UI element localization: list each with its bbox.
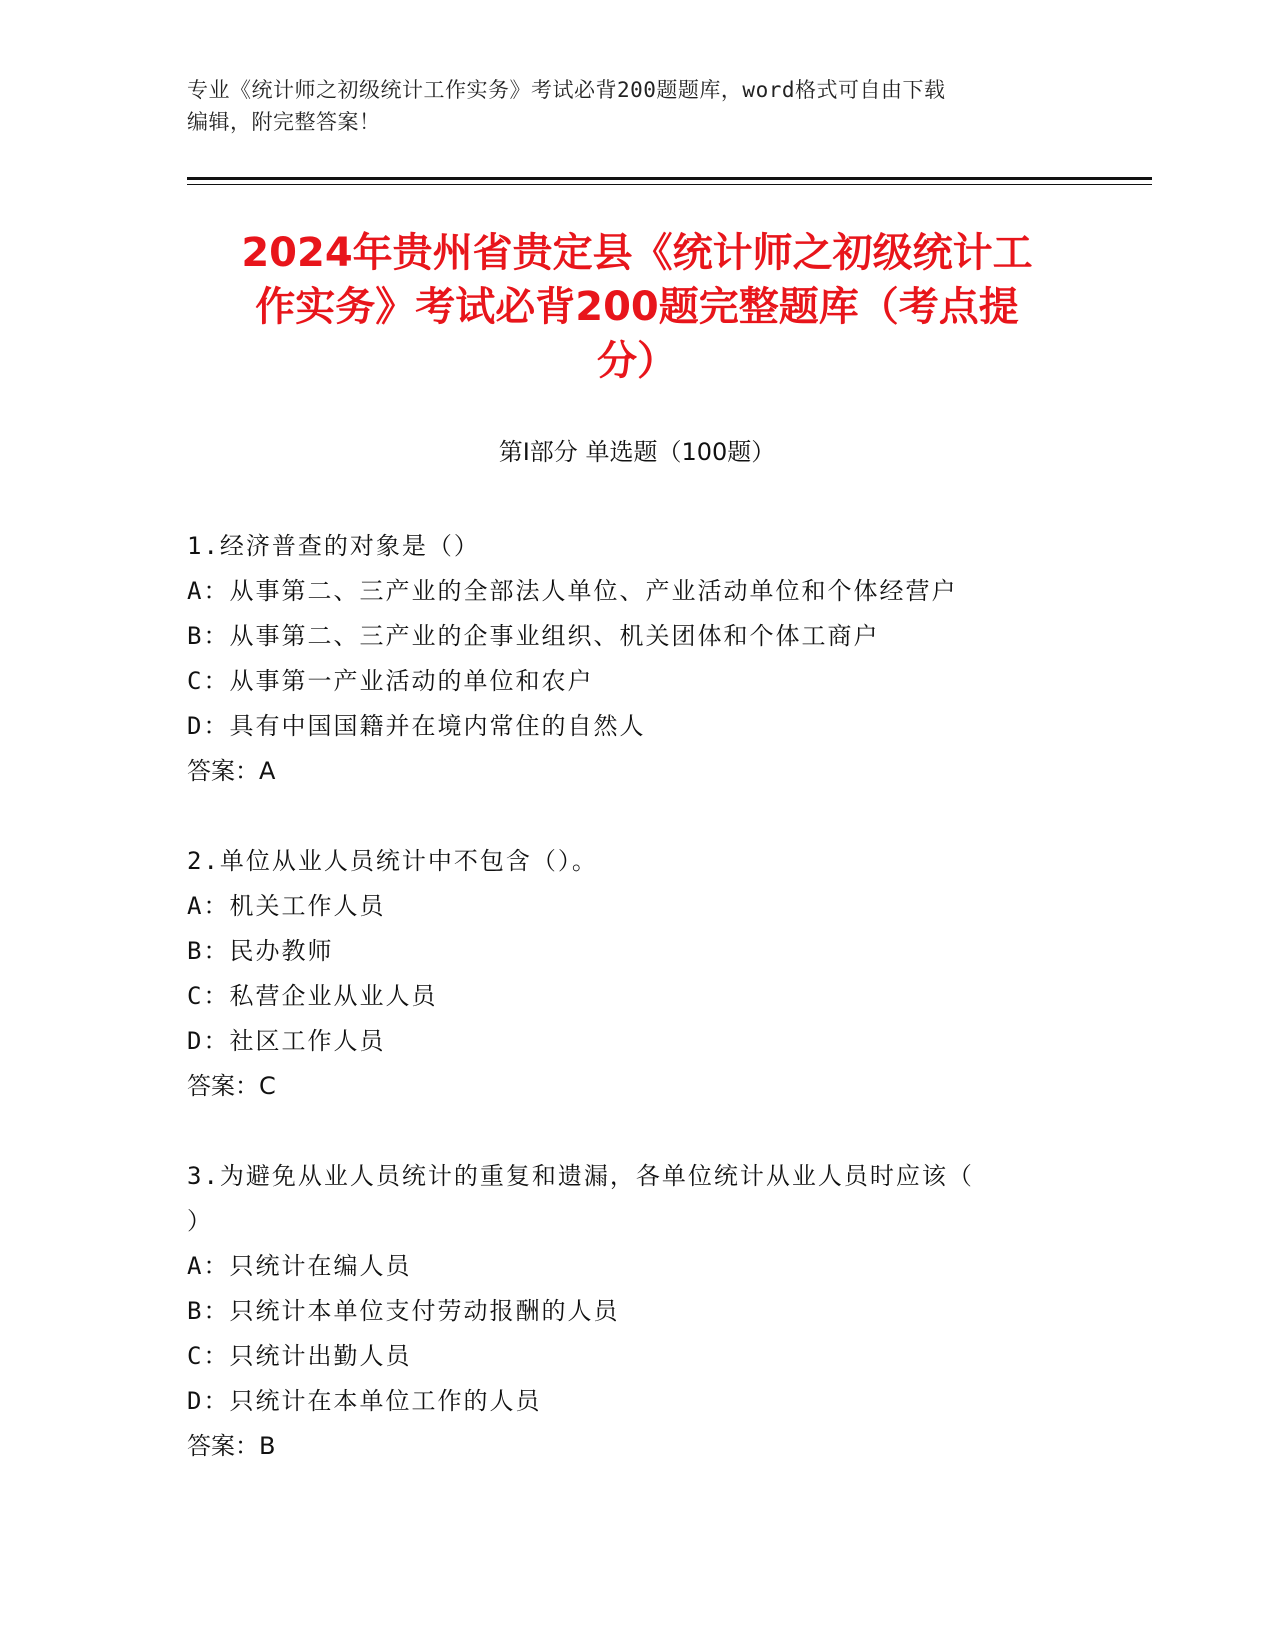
header-divider-thin bbox=[187, 184, 1152, 185]
option-d: D：具有中国国籍并在境内常住的自然人 bbox=[187, 712, 646, 740]
header-note bbox=[187, 74, 1087, 138]
question-2 bbox=[187, 839, 1087, 1109]
option-d: D：只统计在本单位工作的人员 bbox=[187, 1387, 542, 1415]
section-title: 第Ⅰ部分 单选题（100题） bbox=[498, 438, 776, 466]
question-stem-line-1: 3.为避免从业人员统计的重复和遗漏，各单位统计从业人员时应该（ bbox=[187, 1162, 974, 1190]
document-title-line-1: 2024年贵州省贵定县《统计师之初级统计工 bbox=[241, 230, 1033, 276]
header-divider-thick bbox=[187, 177, 1152, 180]
answer-line: 答案：C bbox=[187, 1072, 276, 1100]
question-stem: 1.经济普查的对象是（） bbox=[187, 532, 480, 560]
document-title bbox=[187, 226, 1087, 388]
question-stem: 2.单位从业人员统计中不包含（）。 bbox=[187, 847, 598, 875]
document-title-line-2: 作实务》考试必背200题完整题库（考点提 bbox=[255, 284, 1019, 330]
option-b: B：只统计本单位支付劳动报酬的人员 bbox=[187, 1297, 620, 1325]
header-note-line-1: 专业《统计师之初级统计工作实务》考试必背200题题库，word格式可自由下载 bbox=[187, 78, 946, 102]
option-a: A：机关工作人员 bbox=[187, 892, 386, 920]
option-b: B：民办教师 bbox=[187, 937, 334, 965]
question-stem-line-2: ） bbox=[187, 1207, 213, 1235]
option-b: B：从事第二、三产业的企事业组织、机关团体和个体工商户 bbox=[187, 622, 880, 650]
option-d: D：社区工作人员 bbox=[187, 1027, 386, 1055]
answer-line: 答案：A bbox=[187, 757, 276, 785]
question-3 bbox=[187, 1154, 1087, 1469]
option-c: C：私营企业从业人员 bbox=[187, 982, 438, 1010]
option-c: C：从事第一产业活动的单位和农户 bbox=[187, 667, 594, 695]
header-note-line-2: 编辑，附完整答案！ bbox=[187, 110, 381, 134]
option-c: C：只统计出勤人员 bbox=[187, 1342, 412, 1370]
answer-line: 答案：B bbox=[187, 1432, 276, 1460]
option-a: A：只统计在编人员 bbox=[187, 1252, 412, 1280]
question-1 bbox=[187, 524, 1087, 794]
option-a: A：从事第二、三产业的全部法人单位、产业活动单位和个体经营户 bbox=[187, 577, 958, 605]
document-title-line-3: 分） bbox=[597, 338, 677, 384]
